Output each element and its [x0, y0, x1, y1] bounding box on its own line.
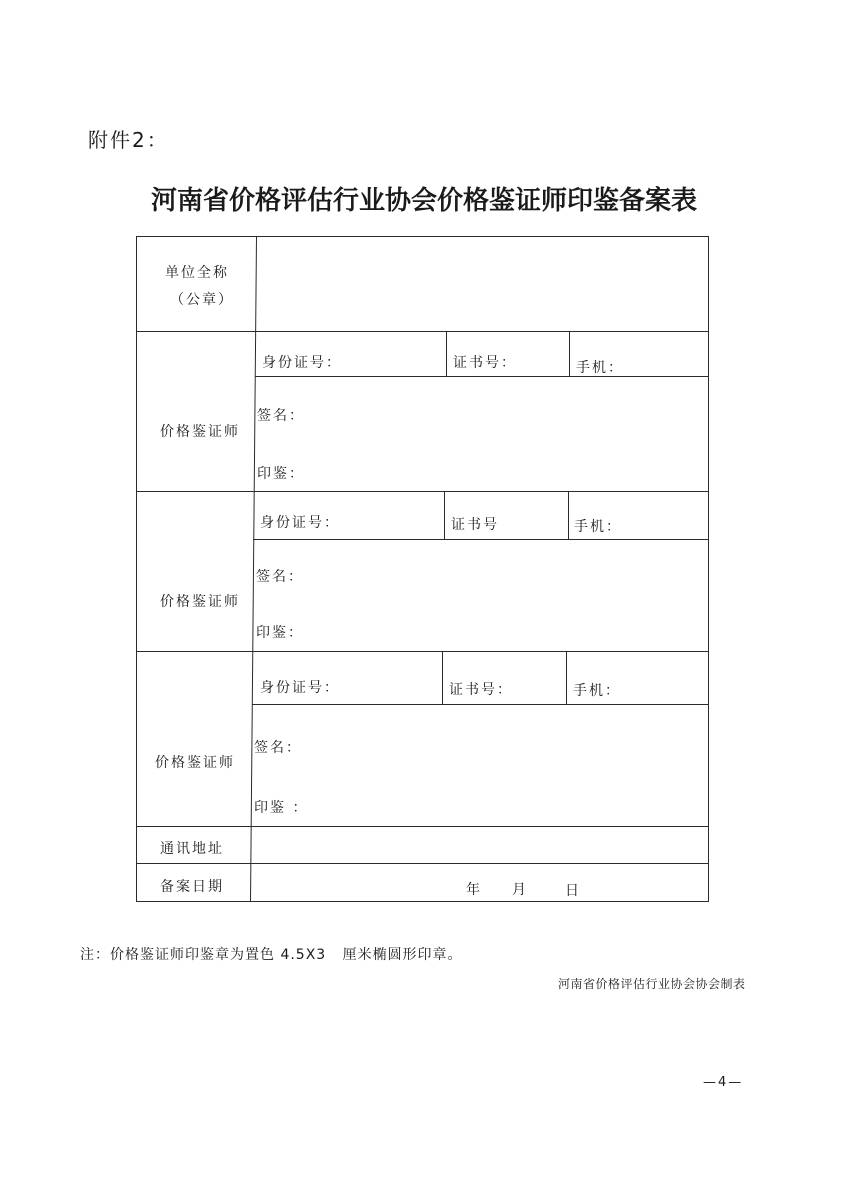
- seal-label: 印鉴 ：: [254, 800, 309, 816]
- id-number-label: 身份证号：: [262, 355, 342, 371]
- page-number: —4—: [703, 1075, 744, 1090]
- address-label: 通讯地址: [160, 841, 224, 857]
- appraiser-label: 价格鉴证师: [155, 755, 235, 771]
- attachment-label: 附件2：: [88, 128, 169, 152]
- date-day-label: 日: [565, 883, 581, 899]
- form-maker: 河南省价格评估行业协会协会制表: [558, 977, 746, 991]
- id-number-label: 身份证号：: [260, 680, 340, 696]
- appraiser-label: 价格鉴证师: [160, 424, 240, 440]
- left-column-divider: [251, 237, 257, 902]
- date-month-label: 月: [512, 882, 528, 898]
- id-number-label: 身份证号：: [260, 515, 340, 531]
- signature-label: 签名：: [254, 740, 302, 756]
- seal-label: 印鉴：: [256, 625, 304, 641]
- certificate-number-label: 证书号: [451, 517, 499, 533]
- phone-label: 手机：: [576, 360, 624, 376]
- form-title: 河南省价格评估行业协会价格鉴证师印鉴备案表: [150, 186, 697, 216]
- phone-label: 手机：: [574, 519, 622, 535]
- certificate-number-label: 证书号：: [453, 355, 517, 371]
- unit-label: 单位全称: [165, 265, 229, 281]
- unit-seal-label: （公章）: [170, 292, 234, 308]
- date-year-label: 年: [466, 882, 482, 898]
- filing-date-label: 备案日期: [160, 879, 224, 895]
- phone-label: 手机：: [573, 683, 621, 699]
- footnote: 注：价格鉴证师印鉴章为置色 4.5X3 厘米椭圆形印章。: [80, 947, 463, 963]
- signature-label: 签名：: [257, 408, 305, 424]
- seal-label: 印鉴：: [257, 466, 305, 482]
- signature-label: 签名：: [256, 569, 304, 585]
- appraiser-label: 价格鉴证师: [160, 594, 240, 610]
- table-border: [137, 237, 709, 902]
- certificate-number-label: 证书号：: [449, 682, 513, 698]
